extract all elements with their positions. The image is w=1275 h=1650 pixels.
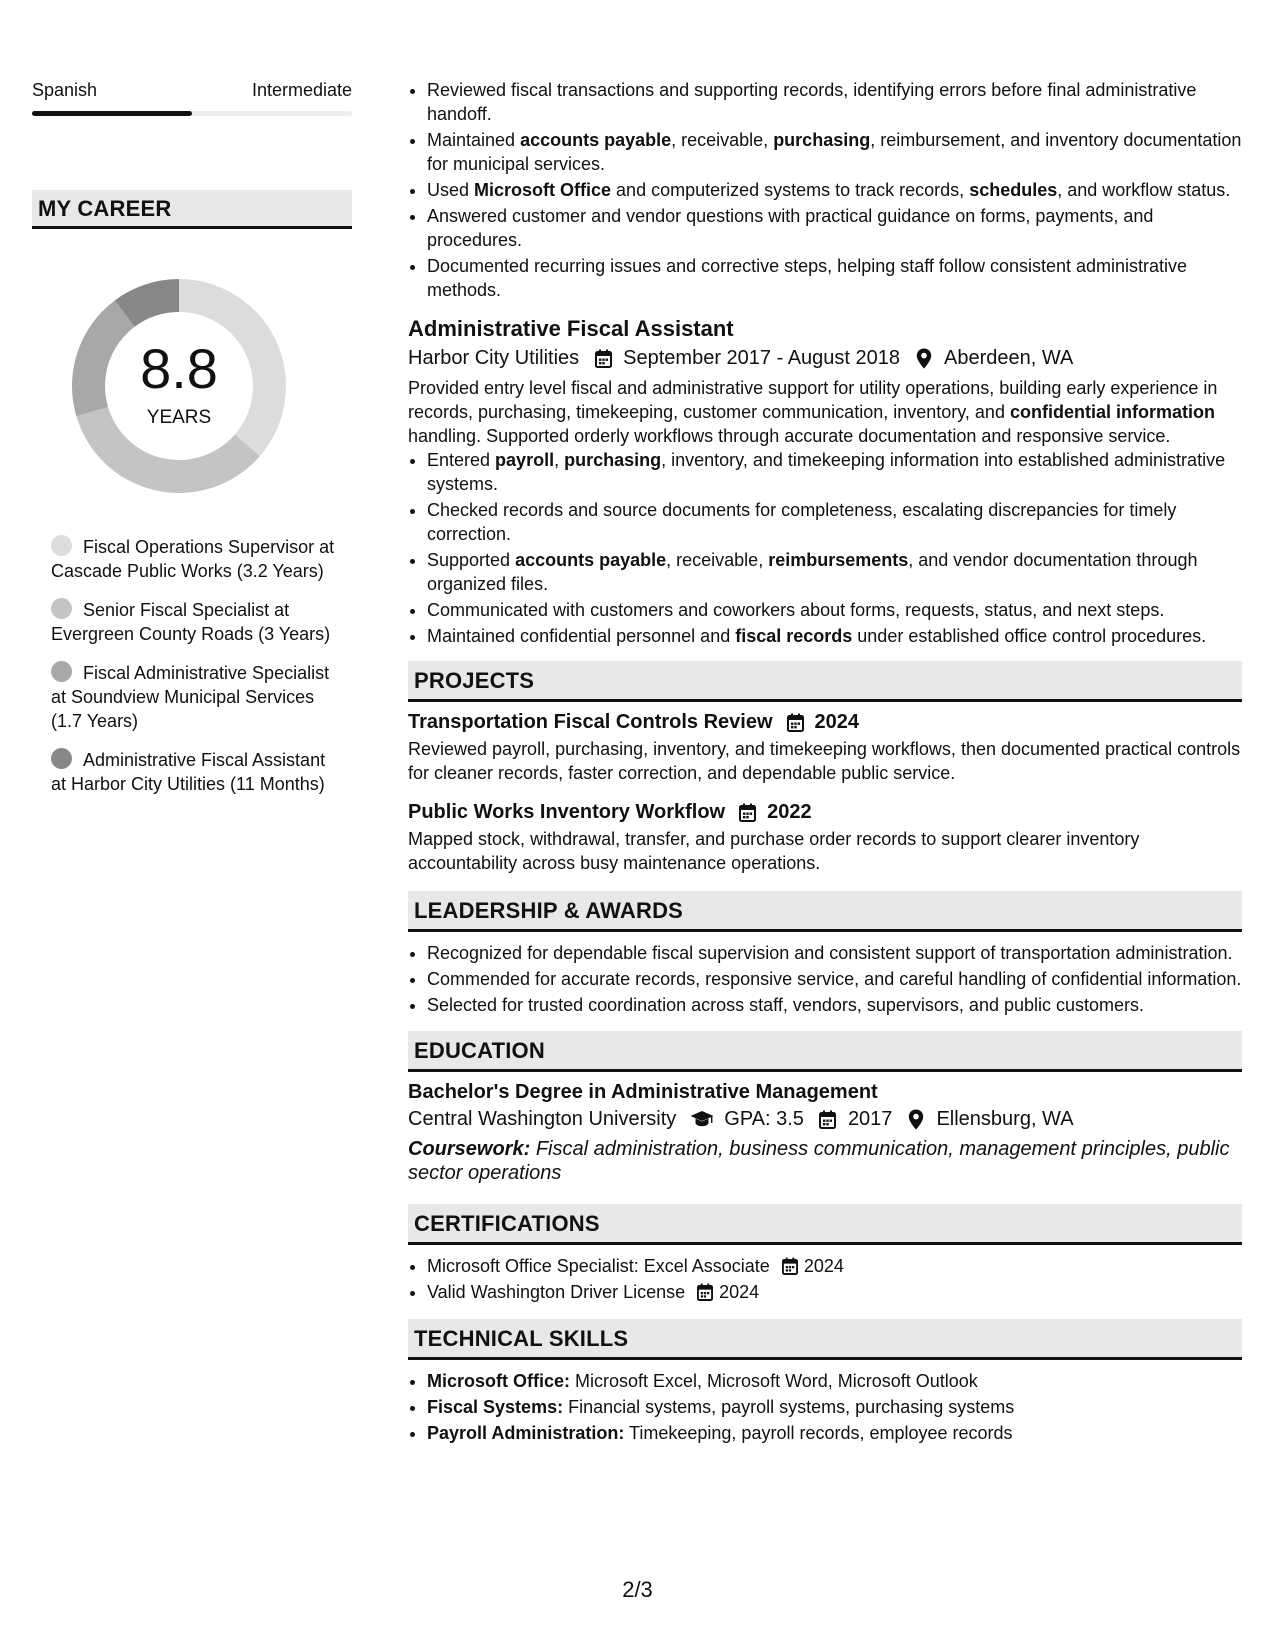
- job-entry: [408, 314, 1242, 648]
- calendar-icon: [697, 1282, 715, 1302]
- education-meta: [408, 1105, 1242, 1133]
- project-description: Mapped stock, withdrawal, transfer, and purchase order records to support clearer inventory accountability across busy maintenance operations.: [408, 829, 1140, 873]
- skill-label: Fiscal Systems:: [427, 1397, 564, 1417]
- education-year: 2017: [847, 1108, 893, 1130]
- bullet-item: • Communicated with customers and coworkers about forms, requests, status, and next steps.: [427, 598, 1242, 622]
- bullet-item: • Maintained confidential personnel and fiscal records under established office control procedures.: [427, 624, 1242, 648]
- map-pin-icon: [906, 1108, 926, 1130]
- career-total-years: 8.8: [140, 337, 218, 400]
- legend-item: Senior Fiscal Specialist at Evergreen County Roads (3 Years): [51, 600, 331, 644]
- language-level: Intermediate: [251, 80, 352, 100]
- projects-heading: PROJECTS: [408, 661, 1242, 702]
- skill-value: Timekeeping, payroll records, employee records: [629, 1423, 1013, 1443]
- legend-item: Fiscal Administrative Specialist at Soundview Municipal Services (1.7 Years): [51, 663, 330, 731]
- award-item: • Commended for accurate records, responsive service, and careful handling of confidential information.: [427, 967, 1242, 991]
- legend-item: Administrative Fiscal Assistant at Harbor City Utilities (11 Months): [51, 750, 326, 794]
- bullet-item: • Used Microsoft Office and computerized systems to track records, schedules, and workflow status.: [427, 178, 1242, 202]
- certification-name: • Microsoft Office Specialist: Excel Associate: [427, 1256, 770, 1276]
- education-degree: Bachelor's Degree in Administrative Management: [408, 1081, 878, 1103]
- bullet-item: • Documented recurring issues and corrective steps, helping staff follow consistent administrative methods.: [427, 254, 1242, 302]
- skill-value: Financial systems, payroll systems, purchasing systems: [568, 1397, 1015, 1417]
- project-entry: [408, 799, 1242, 875]
- main-content: [408, 78, 1242, 1447]
- sidebar: [32, 78, 352, 811]
- bullet-item: • Checked records and source documents for completeness, escalating discrepancies for timely correction.: [427, 498, 1242, 546]
- skill-label: Payroll Administration:: [427, 1423, 625, 1443]
- coursework-label: Coursework:: [408, 1138, 531, 1160]
- certification-item: [427, 1280, 1242, 1304]
- certification-year: 2024: [803, 1256, 844, 1276]
- language-name: Spanish: [32, 80, 98, 100]
- career-donut-chart: [64, 271, 294, 501]
- project-entry: [408, 709, 1242, 785]
- bullet-item: • Answered customer and vendor questions with practical guidance on forms, payments, and procedures.: [427, 204, 1242, 252]
- calendar-icon: [818, 1108, 838, 1130]
- legend-swatch: [51, 535, 72, 556]
- skill-value: Microsoft Excel, Microsoft Word, Microsoft Outlook: [575, 1371, 978, 1391]
- project-description: Reviewed payroll, purchasing, inventory, and timekeeping workflows, then documented practical controls for cleaner records, faster correction, and dependable public service.: [408, 739, 1241, 783]
- bullet-item: • Supported accounts payable, receivable, reimbursements, and vendor documentation through organized files.: [427, 548, 1242, 596]
- project-year: 2024: [814, 711, 860, 733]
- education-location: Ellensburg, WA: [936, 1108, 1074, 1130]
- certifications-heading: CERTIFICATIONS: [408, 1204, 1242, 1245]
- calendar-icon: [787, 711, 807, 733]
- project-title: Transportation Fiscal Controls Review: [408, 711, 773, 733]
- education-coursework: [408, 1137, 1242, 1185]
- job-meta: [408, 344, 1242, 372]
- legend-swatch: [51, 748, 72, 769]
- skill-item: [427, 1395, 1242, 1419]
- award-item: • Recognized for dependable fiscal supervision and consistent support of transportation administration.: [427, 941, 1242, 965]
- job-dates: September 2017 - August 2018: [623, 347, 901, 369]
- job-summary: Provided entry level fiscal and administrative support for utility operations, building early experience in records, purchasing, timekeeping, customer communication, inventory, and confidential information handling. Supported orderly workflows through accurate documentation and responsive service.: [408, 378, 1218, 446]
- awards-list: [408, 941, 1242, 1017]
- graduation-cap-icon: [690, 1108, 714, 1130]
- skill-item: [427, 1421, 1242, 1445]
- certifications-list: [408, 1254, 1242, 1304]
- language-proficiency-bar: [32, 111, 352, 116]
- job-bullets: [408, 448, 1242, 648]
- calendar-icon: [739, 801, 759, 823]
- job-location: Aberdeen, WA: [944, 347, 1074, 369]
- calendar-icon: [782, 1256, 800, 1276]
- skill-item: [427, 1369, 1242, 1393]
- project-title: Public Works Inventory Workflow: [408, 801, 726, 823]
- education-school: Central Washington University: [408, 1108, 677, 1130]
- language-entry: [32, 78, 352, 116]
- education-entry: [408, 1079, 1242, 1185]
- education-gpa: GPA: 3.5: [724, 1108, 804, 1130]
- job-company: Harbor City Utilities: [408, 347, 580, 369]
- career-total-unit: YEARS: [146, 407, 212, 428]
- award-item: • Selected for trusted coordination across staff, vendors, supervisors, and public customers.: [427, 993, 1242, 1017]
- awards-heading: LEADERSHIP & AWARDS: [408, 891, 1242, 932]
- career-legend: [32, 535, 341, 796]
- bullet-item: • Reviewed fiscal transactions and supporting records, identifying errors before final administrative handoff.: [427, 78, 1242, 126]
- bullet-item: • Maintained accounts payable, receivable, purchasing, reimbursement, and inventory documentation for municipal services.: [427, 128, 1242, 176]
- skill-label: Microsoft Office:: [427, 1371, 571, 1391]
- coursework-text: Fiscal administration, business communication, management principles, public sector operations: [408, 1138, 1230, 1184]
- legend-swatch: [51, 598, 72, 619]
- page-number: 2/3: [622, 1577, 653, 1602]
- skills-heading: TECHNICAL SKILLS: [408, 1319, 1242, 1360]
- legend-swatch: [51, 661, 72, 682]
- job-title: Administrative Fiscal Assistant: [408, 316, 734, 341]
- career-heading: MY CAREER: [32, 190, 352, 229]
- project-year: 2022: [767, 801, 812, 823]
- certification-year: 2024: [719, 1282, 760, 1302]
- skills-list: [408, 1369, 1242, 1445]
- certification-name: • Valid Washington Driver License: [427, 1282, 686, 1302]
- bullet-item: • Entered payroll, purchasing, inventory, and timekeeping information into established administrative systems.: [427, 448, 1242, 496]
- previous-job-bullets: [408, 78, 1242, 302]
- calendar-icon: [593, 347, 613, 369]
- language-proficiency-fill: [32, 111, 192, 116]
- legend-item: Fiscal Operations Supervisor at Cascade Public Works (3.2 Years): [51, 537, 335, 581]
- education-heading: EDUCATION: [408, 1031, 1242, 1072]
- map-pin-icon: [914, 347, 934, 369]
- certification-item: [427, 1254, 1242, 1278]
